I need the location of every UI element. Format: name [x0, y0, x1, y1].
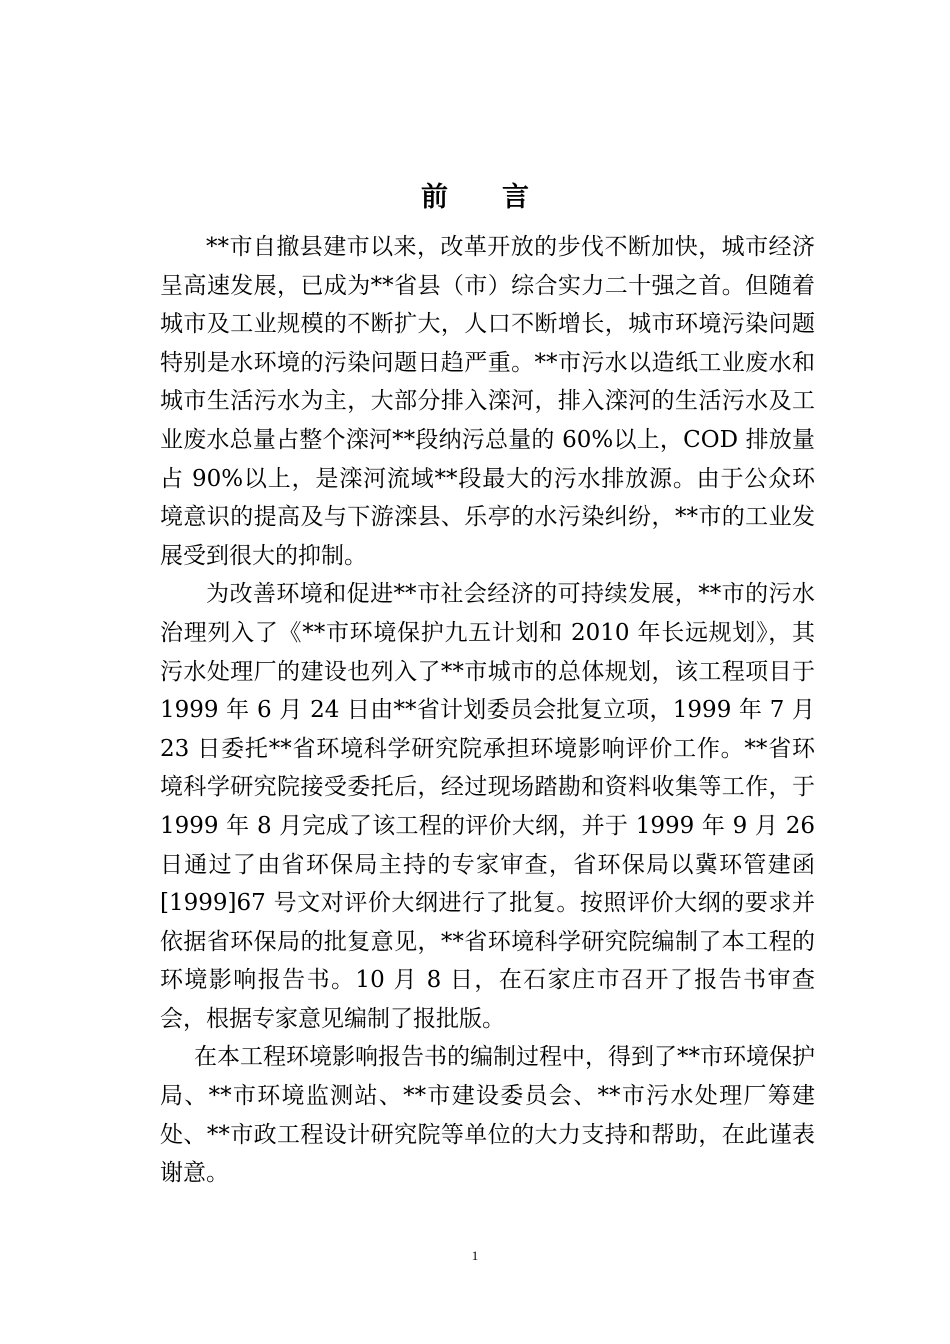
- paragraph-project-history: 为改善环境和促进**市社会经济的可持续发展，**市的污水治理列入了《**市环境保护九五计划和 2010 年长远规划》，其污水处理厂的建设也列入了**市城市的总体规划，该工程项目于 1999 年 6 月 24 日由**省计划委员会批复立项，1999 年 7 月 23 日委托**省环境科学研究院承担环境影响评价工作。**省环境科学研究院接受委托后，经过现场踏勘和资料收集等工作，于 1999 年 8 月完成了该工程的评价大纲，并于 1999 年 9 月 26 日通过了由省环保局主持的专家审查，省环保局以冀环管建函[1999]67 号文对评价大纲进行了批复。按照评价大纲的要求并依据省环保局的批复意见，**省环境科学研究院编制了本工程的环境影响报告书。10 月 8 日，在石家庄市召开了报告书审查会，根据专家意见编制了报批版。: [160, 581, 815, 1032]
- page-title: 前言: [421, 182, 583, 213]
- paragraph-background: **市自撤县建市以来，改革开放的步伐不断加快，城市经济呈高速发展，已成为**省县（市）综合实力二十强之首。但随着城市及工业规模的不断扩大，人口不断增长，城市环境污染问题特别是水环境的污染问题日趋严重。**市污水以造纸工业废水和城市生活污水为主，大部分排入滦河，排入滦河的生活污水及工业废水总量占整个滦河**段纳污总量的 60%以上，COD 排放量占 90%以上，是滦河流域**段最大的污水排放源。由于公众环境意识的提高及与下游滦县、乐亭的水污染纠纷，**市的工业发展受到很大的抑制。: [160, 234, 815, 569]
- paragraph-acknowledgement: 在本工程环境影响报告书的编制过程中，得到了**市环境保护局、**市环境监测站、**市建设委员会、**市污水处理厂筹建处、**市政工程设计研究院等单位的大力支持和帮助，在此谨表谢意。: [160, 1044, 815, 1187]
- preface-body: [160, 228, 815, 1193]
- page-number: 1: [471, 1248, 479, 1263]
